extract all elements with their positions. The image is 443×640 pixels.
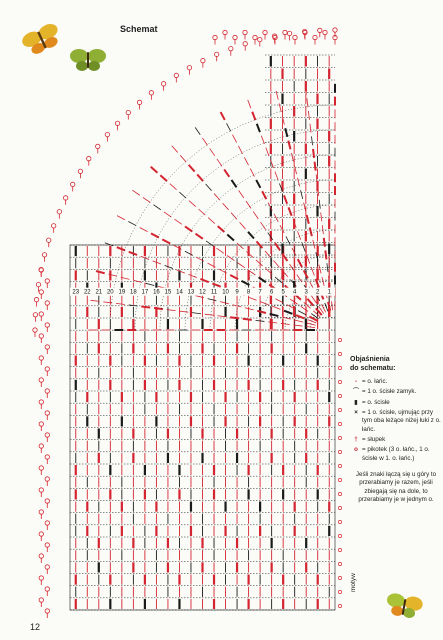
stitch-mark xyxy=(308,111,309,120)
legend-item-text: = o. łańc. xyxy=(362,377,388,385)
stitch-mark xyxy=(128,222,136,226)
picot-mark xyxy=(333,28,337,32)
picot-mark xyxy=(45,543,49,547)
stitch-mark xyxy=(217,248,224,253)
stitch-mark xyxy=(189,165,195,172)
picot-mark xyxy=(229,46,233,50)
column-number: 18 xyxy=(130,289,137,296)
picot-mark xyxy=(338,492,341,495)
stitch-mark xyxy=(332,301,333,310)
stitch-mark xyxy=(164,212,171,217)
double-crochet-icon: † xyxy=(354,436,358,444)
stitch-mark xyxy=(311,296,316,303)
stitch-mark xyxy=(227,235,234,241)
stitch-mark xyxy=(239,191,244,198)
stitch-mark xyxy=(311,267,314,275)
stitch-mark xyxy=(240,222,246,229)
legend-heading-line1: Objaśnienia xyxy=(350,356,390,363)
stitch-mark xyxy=(297,178,299,187)
column-number: 2 xyxy=(316,289,320,296)
stitch-mark xyxy=(245,308,254,310)
stitch-mark xyxy=(231,180,236,187)
picot-mark xyxy=(45,301,49,305)
stitch-mark xyxy=(214,194,220,201)
stitch-mark xyxy=(298,311,306,315)
stitch-mark xyxy=(297,275,302,282)
column-number: 13 xyxy=(187,289,195,296)
stitch-mark xyxy=(253,212,258,219)
column-number: 20 xyxy=(106,289,114,296)
stitch-mark xyxy=(260,302,268,305)
legend-heading-line2: do schematu: xyxy=(350,365,396,373)
picot-mark xyxy=(338,394,341,397)
picot-mark xyxy=(39,466,43,470)
stitch-mark xyxy=(248,232,254,239)
picot-mark xyxy=(338,506,341,509)
column-numbers xyxy=(70,288,335,296)
column-number: 23 xyxy=(72,289,80,296)
stitch-mark xyxy=(188,274,196,277)
stitch-mark xyxy=(256,180,260,188)
picot-mark xyxy=(45,609,49,613)
stitch-mark xyxy=(165,265,173,268)
stitch-mark xyxy=(311,136,312,145)
stitch-mark xyxy=(296,315,304,318)
legend-heading xyxy=(350,355,442,374)
stitch-mark xyxy=(154,308,163,309)
picot-mark xyxy=(338,338,341,341)
column-number: 10 xyxy=(222,289,229,296)
stitch-mark xyxy=(248,297,256,300)
stitch-mark xyxy=(315,162,316,171)
stitch-mark xyxy=(260,222,265,229)
column-number: 22 xyxy=(83,289,91,296)
stitch-mark xyxy=(268,322,277,323)
picot-mark xyxy=(338,408,341,411)
picot-mark xyxy=(338,450,341,453)
stitch-mark xyxy=(232,305,241,307)
picot-mark xyxy=(323,30,327,34)
picot-mark xyxy=(45,389,49,393)
stitch-mark xyxy=(307,299,313,306)
stitch-mark xyxy=(252,112,255,120)
stitch-mark xyxy=(256,320,265,321)
stitch-mark xyxy=(256,260,263,266)
column-number: 12 xyxy=(199,289,206,296)
butterfly-icon xyxy=(20,21,64,58)
legend-note: Jeśli znaki łączą się u góry to przerabiamy je razem, jeśli zbiegają się na dole, to przerabiamy je w jednym o. xyxy=(355,471,437,504)
stitch-mark xyxy=(250,169,254,177)
picot-mark xyxy=(45,499,49,503)
stitch-mark xyxy=(306,327,315,328)
picot-mark xyxy=(174,73,178,77)
stitch-mark xyxy=(162,239,170,243)
legend-item xyxy=(350,409,442,434)
butterfly-icon xyxy=(385,592,424,620)
picot-mark xyxy=(187,65,191,69)
picot-mark xyxy=(45,565,49,569)
cross-stitch-icon: × xyxy=(354,408,358,416)
stitch-mark xyxy=(265,251,271,258)
picot-mark xyxy=(45,367,49,371)
picot-mark xyxy=(338,478,341,481)
picot-mark xyxy=(338,380,341,383)
stitch-mark xyxy=(174,219,181,224)
column-number: 4 xyxy=(293,289,297,296)
stitch-mark xyxy=(272,306,280,309)
stitch-mark xyxy=(246,251,253,257)
picot-mark xyxy=(78,169,82,173)
pattern-repeat-label: motyw xyxy=(350,573,357,592)
stitch-mark xyxy=(208,218,215,224)
stitch-mark xyxy=(205,314,214,315)
column-number: 15 xyxy=(164,289,172,296)
stitch-mark xyxy=(298,259,302,267)
picot-mark xyxy=(201,58,205,62)
picot-mark xyxy=(313,35,317,39)
legend-item xyxy=(350,399,442,407)
column-number: 7 xyxy=(258,289,262,296)
picot-mark xyxy=(338,590,341,593)
column-number: 8 xyxy=(246,289,251,296)
stitch-mark xyxy=(319,200,320,209)
stitch-mark xyxy=(279,103,281,112)
stitch-mark xyxy=(185,226,192,231)
legend-item xyxy=(350,446,442,463)
stitch-mark xyxy=(307,98,308,107)
stitch-mark xyxy=(238,263,245,268)
stitch-mark xyxy=(307,215,309,224)
picot-mark xyxy=(115,121,119,125)
stitch-mark xyxy=(288,141,290,150)
stitch-mark xyxy=(319,265,321,274)
stitch-mark xyxy=(217,159,222,166)
picot-mark xyxy=(243,30,247,34)
picot-mark xyxy=(287,31,291,35)
stitch-mark xyxy=(129,252,137,255)
stitch-mark xyxy=(301,306,308,311)
stitch-mark xyxy=(224,169,229,176)
stitch-mark xyxy=(116,303,125,304)
picot-mark xyxy=(338,366,341,369)
picot-mark xyxy=(293,35,297,39)
legend-item-text: = słupek xyxy=(362,436,386,444)
stitch-mark xyxy=(285,128,287,137)
stitch-mark xyxy=(189,201,196,207)
stitch-mark xyxy=(313,240,315,249)
picot-mark xyxy=(263,30,267,34)
stitch-mark xyxy=(284,195,287,203)
picot-mark xyxy=(39,334,43,338)
stitch-mark xyxy=(294,165,296,174)
picot-mark xyxy=(87,156,91,160)
stitch-mark xyxy=(227,123,231,131)
stitch-mark xyxy=(321,212,322,221)
column-number: 11 xyxy=(210,289,218,296)
stitch-mark xyxy=(153,205,160,210)
stitch-mark xyxy=(302,243,305,251)
stitch-mark xyxy=(288,207,291,215)
stitch-mark xyxy=(218,226,225,232)
stitch-mark xyxy=(210,148,215,155)
picot-mark xyxy=(39,290,43,294)
stitch-mark xyxy=(96,271,105,273)
picot-mark xyxy=(338,548,341,551)
picot-mark xyxy=(39,510,43,514)
stitch-mark xyxy=(325,251,326,260)
legend-item-text: = 1 o. ścisłe, ujmując przy tym oba leżące niżej łuki z o. łańc. xyxy=(362,408,441,433)
stitch-mark xyxy=(132,190,139,195)
picot-mark xyxy=(45,411,49,415)
stitch-mark xyxy=(105,243,113,246)
chain-arc xyxy=(160,155,335,330)
stitch-mark xyxy=(313,149,314,158)
picot-mark xyxy=(45,279,49,283)
picot-mark xyxy=(33,328,37,332)
column-number: 21 xyxy=(95,289,103,296)
stitch-mark xyxy=(172,146,178,153)
stitch-mark xyxy=(140,227,148,231)
column-number: 19 xyxy=(118,289,126,296)
stitch-mark xyxy=(230,317,239,318)
stitch-mark xyxy=(91,300,100,301)
picot-mark xyxy=(258,37,262,41)
picot-mark xyxy=(45,521,49,525)
stitch-mark xyxy=(151,233,159,237)
picot-mark xyxy=(338,576,341,579)
column-number: 5 xyxy=(281,289,285,296)
stitch-mark xyxy=(244,157,248,165)
picot-mark xyxy=(161,82,165,86)
stitch-mark xyxy=(310,227,312,236)
stitch-mark xyxy=(307,255,310,263)
picot-mark xyxy=(39,488,43,492)
picot-mark xyxy=(34,297,38,301)
column-number: 1 xyxy=(327,289,331,296)
single-crochet-icon: ▮ xyxy=(354,398,358,406)
stitch-mark xyxy=(200,279,208,282)
stitch-mark xyxy=(220,302,229,304)
picot-mark xyxy=(39,356,43,360)
legend-item xyxy=(350,378,442,386)
stitch-mark xyxy=(196,257,204,261)
legend-item-text: = pikotek (3 o. łańc., 1 o. ścisłe w 1. o. łańc.) xyxy=(362,446,430,462)
stitch-mark xyxy=(227,255,234,260)
picot-mark xyxy=(39,378,43,382)
picot-mark xyxy=(283,30,287,34)
stitch-mark xyxy=(146,283,155,285)
picot-mark xyxy=(338,352,341,355)
stitch-mark xyxy=(160,175,167,181)
stitch-mark xyxy=(310,124,311,133)
stitch-mark xyxy=(117,216,125,220)
stitch-mark xyxy=(231,213,237,220)
stitch-mark xyxy=(202,138,207,145)
stitch-mark xyxy=(257,124,260,132)
butterfly-icon xyxy=(70,49,106,71)
column-number: 16 xyxy=(153,289,160,296)
picot-mark xyxy=(223,30,227,34)
picot-mark xyxy=(39,312,43,316)
picot-mark xyxy=(45,323,49,327)
stitch-mark xyxy=(248,100,251,108)
chain-stitch-icon: - xyxy=(354,377,358,385)
stitch-mark xyxy=(304,302,311,308)
stitch-mark xyxy=(257,311,266,313)
column-number: 3 xyxy=(304,289,308,296)
column-number: 14 xyxy=(176,289,183,296)
stitch-mark xyxy=(325,303,328,311)
stitch-mark xyxy=(275,172,278,180)
stitch-mark xyxy=(196,234,203,239)
stitch-mark xyxy=(301,190,303,199)
stitch-mark xyxy=(185,251,193,255)
picot-mark xyxy=(33,313,37,317)
picot-mark xyxy=(338,604,341,607)
chart-title: Schemat xyxy=(120,24,158,34)
stitch-mark xyxy=(327,263,328,272)
picot-icon: o xyxy=(354,446,358,454)
column-number: 6 xyxy=(269,289,274,296)
stitch-mark xyxy=(141,306,150,307)
picot-mark xyxy=(39,576,43,580)
stitch-mark xyxy=(223,203,229,210)
stitch-mark xyxy=(208,299,217,301)
legend-item xyxy=(350,388,442,396)
stitch-mark xyxy=(179,311,188,312)
column-number: 17 xyxy=(141,289,149,296)
picot-mark xyxy=(126,110,130,114)
picot-mark xyxy=(214,52,218,56)
picot-mark xyxy=(70,182,74,186)
picot-mark xyxy=(149,91,153,95)
stitch-mark xyxy=(151,167,158,173)
picot-mark xyxy=(213,35,217,39)
picot-mark xyxy=(39,444,43,448)
picot-mark xyxy=(39,554,43,558)
column-number: 9 xyxy=(235,289,239,296)
stitch-mark xyxy=(238,146,242,154)
picot-mark xyxy=(45,477,49,481)
stitch-mark xyxy=(192,313,201,314)
picot-mark xyxy=(39,400,43,404)
stitch-mark xyxy=(307,323,316,325)
picot-mark xyxy=(39,598,43,602)
stitch-mark xyxy=(197,174,203,181)
legend-item-text: = 1 o. ścisłe zamyk. xyxy=(362,388,417,396)
stitch-mark xyxy=(206,184,212,191)
stitch-mark xyxy=(246,201,251,208)
page-number: 12 xyxy=(30,622,41,632)
stitch-mark xyxy=(199,209,206,215)
stitch-mark xyxy=(294,320,303,322)
legend xyxy=(350,355,442,505)
stitch-mark xyxy=(133,280,142,282)
picot-mark xyxy=(45,345,49,349)
stitch-mark xyxy=(177,270,185,273)
picot-mark xyxy=(39,422,43,426)
stitch-mark xyxy=(103,302,112,303)
stitch-mark xyxy=(237,243,244,249)
picot-mark xyxy=(243,42,247,46)
stitch-mark xyxy=(298,231,301,239)
slip-stitch-icon: ⌒ xyxy=(352,388,360,396)
legend-item xyxy=(350,436,442,444)
picot-mark xyxy=(338,422,341,425)
stitch-mark xyxy=(195,127,200,134)
picot-mark xyxy=(63,196,67,200)
stitch-mark xyxy=(286,236,290,244)
stitch-mark xyxy=(324,238,325,247)
stitch-mark xyxy=(179,192,186,198)
legend-item-text: = o. ścisłe xyxy=(362,398,390,406)
picot-mark xyxy=(338,464,341,467)
picot-mark xyxy=(338,520,341,523)
picot-mark xyxy=(42,253,46,257)
picot-mark xyxy=(233,35,237,39)
stitch-mark xyxy=(266,148,269,156)
picot-mark xyxy=(45,455,49,459)
stitch-mark xyxy=(232,135,236,143)
picot-mark xyxy=(45,433,49,437)
stitch-mark xyxy=(273,261,279,268)
picot-mark xyxy=(36,282,40,286)
stitch-mark xyxy=(261,136,264,144)
picot-mark xyxy=(51,224,55,228)
picot-mark xyxy=(39,532,43,536)
stitch-mark xyxy=(180,155,186,162)
stitch-mark xyxy=(243,319,252,320)
picot-mark xyxy=(96,144,100,148)
picot-mark xyxy=(137,100,141,104)
picot-mark xyxy=(47,238,51,242)
picot-mark xyxy=(105,132,109,136)
picot-mark xyxy=(45,587,49,591)
picot-mark xyxy=(253,35,257,39)
picot-mark xyxy=(318,28,322,32)
stitch-mark xyxy=(274,214,278,222)
stitch-mark xyxy=(170,184,177,190)
stitch-mark xyxy=(117,247,125,250)
stitch-mark xyxy=(221,112,225,120)
picot-mark xyxy=(338,562,341,565)
picot-mark xyxy=(57,209,61,213)
picot-mark xyxy=(338,534,341,537)
stitch-mark xyxy=(322,225,323,234)
picot-mark xyxy=(338,436,341,439)
stitch-mark xyxy=(143,197,150,202)
stitch-mark xyxy=(316,174,317,183)
